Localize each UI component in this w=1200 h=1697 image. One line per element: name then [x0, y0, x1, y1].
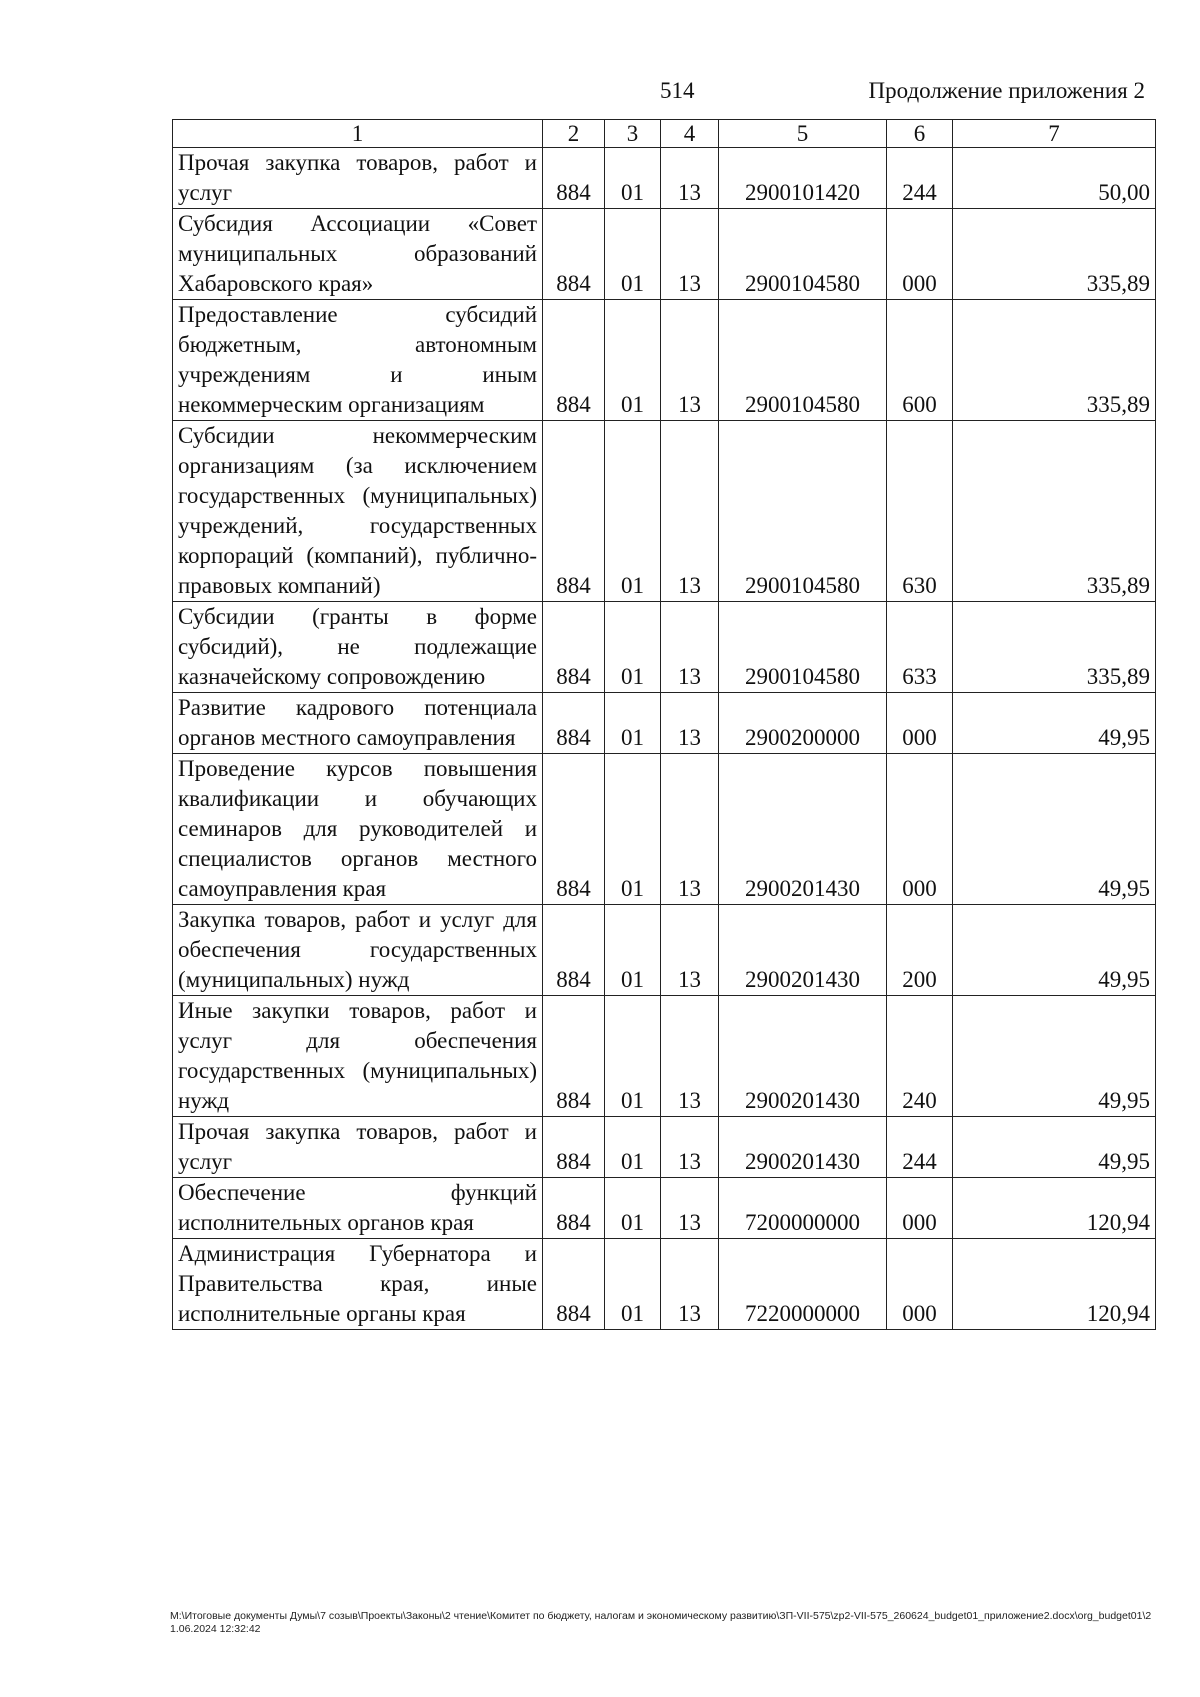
table-row: [173, 1178, 1156, 1239]
amount-cell: 49,95: [953, 693, 1156, 754]
expense-name-cell: Проведение курсов повышения квалификации и обучающих семинаров для руководителей и специалистов органов местного самоуправления края: [173, 754, 543, 905]
subsection-code-cell: 13: [661, 148, 719, 209]
subsection-code-cell: 13: [661, 300, 719, 421]
target-article-cell: 2900200000: [719, 693, 887, 754]
subsection-code-cell: 13: [661, 693, 719, 754]
appendix-continuation-label: Продолжение приложения 2: [868, 78, 1145, 103]
target-article-cell: 2900201430: [719, 996, 887, 1117]
ministry-code-cell: 884: [543, 1239, 605, 1330]
table-row: [173, 300, 1156, 421]
section-code-cell: 01: [605, 148, 661, 209]
table-row: [173, 602, 1156, 693]
target-article-cell: 2900201430: [719, 754, 887, 905]
table-row: [173, 209, 1156, 300]
subsection-code-cell: 13: [661, 209, 719, 300]
amount-cell: 49,95: [953, 996, 1156, 1117]
target-article-cell: 2900104580: [719, 602, 887, 693]
section-code-cell: 01: [605, 300, 661, 421]
expense-type-cell: 000: [887, 693, 953, 754]
target-article-cell: 2900101420: [719, 148, 887, 209]
amount-cell: 120,94: [953, 1239, 1156, 1330]
ministry-code-cell: 884: [543, 693, 605, 754]
table-row: [173, 754, 1156, 905]
expense-type-cell: 000: [887, 1178, 953, 1239]
expense-type-cell: 244: [887, 148, 953, 209]
subsection-code-cell: 13: [661, 1178, 719, 1239]
ministry-code-cell: 884: [543, 905, 605, 996]
expense-type-cell: 630: [887, 421, 953, 602]
target-article-cell: 7200000000: [719, 1178, 887, 1239]
ministry-code-cell: 884: [543, 754, 605, 905]
expense-type-cell: 240: [887, 996, 953, 1117]
column-header: 1: [173, 120, 543, 148]
target-article-cell: 2900104580: [719, 421, 887, 602]
section-code-cell: 01: [605, 1117, 661, 1178]
expense-name-cell: Администрация Губернатора и Правительства края, иные исполнительные органы края: [173, 1239, 543, 1330]
expense-name-cell: Субсидии (гранты в форме субсидий), не подлежащие казначейскому сопровождению: [173, 602, 543, 693]
section-code-cell: 01: [605, 602, 661, 693]
subsection-code-cell: 13: [661, 754, 719, 905]
amount-cell: 50,00: [953, 148, 1156, 209]
table-row: [173, 1117, 1156, 1178]
expense-type-cell: 600: [887, 300, 953, 421]
budget-table: [172, 119, 1156, 1330]
subsection-code-cell: 13: [661, 1239, 719, 1330]
amount-cell: 335,89: [953, 300, 1156, 421]
expense-type-cell: 000: [887, 209, 953, 300]
section-code-cell: 01: [605, 996, 661, 1117]
expense-name-cell: Иные закупки товаров, работ и услуг для обеспечения государственных (муниципальных) нужд: [173, 996, 543, 1117]
section-code-cell: 01: [605, 209, 661, 300]
subsection-code-cell: 13: [661, 905, 719, 996]
target-article-cell: 2900104580: [719, 209, 887, 300]
subsection-code-cell: 13: [661, 602, 719, 693]
expense-type-cell: 200: [887, 905, 953, 996]
target-article-cell: 7220000000: [719, 1239, 887, 1330]
column-header: 6: [887, 120, 953, 148]
amount-cell: 335,89: [953, 421, 1156, 602]
expense-name-cell: Развитие кадрового потенциала органов местного самоуправления: [173, 693, 543, 754]
target-article-cell: 2900104580: [719, 300, 887, 421]
expense-type-cell: 244: [887, 1117, 953, 1178]
section-code-cell: 01: [605, 1239, 661, 1330]
page-number: 514: [660, 78, 695, 103]
table-header-row: [173, 120, 1156, 148]
expense-type-cell: 000: [887, 754, 953, 905]
table-row: [173, 148, 1156, 209]
expense-name-cell: Прочая закупка товаров, работ и услуг: [173, 1117, 543, 1178]
column-header: 4: [661, 120, 719, 148]
target-article-cell: 2900201430: [719, 905, 887, 996]
target-article-cell: 2900201430: [719, 1117, 887, 1178]
expense-type-cell: 633: [887, 602, 953, 693]
column-header: 2: [543, 120, 605, 148]
section-code-cell: 01: [605, 421, 661, 602]
section-code-cell: 01: [605, 1178, 661, 1239]
amount-cell: 49,95: [953, 754, 1156, 905]
subsection-code-cell: 13: [661, 421, 719, 602]
expense-name-cell: Прочая закупка товаров, работ и услуг: [173, 148, 543, 209]
subsection-code-cell: 13: [661, 1117, 719, 1178]
expense-name-cell: Закупка товаров, работ и услуг для обеспечения государственных (муниципальных) нужд: [173, 905, 543, 996]
ministry-code-cell: 884: [543, 209, 605, 300]
column-header: 3: [605, 120, 661, 148]
ministry-code-cell: 884: [543, 148, 605, 209]
subsection-code-cell: 13: [661, 996, 719, 1117]
amount-cell: 335,89: [953, 602, 1156, 693]
table-row: [173, 996, 1156, 1117]
table-row: [173, 905, 1156, 996]
section-code-cell: 01: [605, 754, 661, 905]
ministry-code-cell: 884: [543, 1117, 605, 1178]
section-code-cell: 01: [605, 905, 661, 996]
column-header: 5: [719, 120, 887, 148]
ministry-code-cell: 884: [543, 300, 605, 421]
section-code-cell: 01: [605, 693, 661, 754]
column-header: 7: [953, 120, 1156, 148]
expense-name-cell: Предоставление субсидий бюджетным, автономным учреждениям и иным некоммерческим организациям: [173, 300, 543, 421]
amount-cell: 49,95: [953, 905, 1156, 996]
table-row: [173, 693, 1156, 754]
ministry-code-cell: 884: [543, 602, 605, 693]
document-path-footer: M:\Итоговые документы Думы\7 созыв\Проекты\Законы\2 чтение\Комитет по бюджету, налогам и экономическому развитию\ЗП-VII-575\zp2-VII-575_260624_budget01_приложение2.docx\org_budget01\21.06.2024 12:32:42: [170, 1610, 1152, 1635]
expense-name-cell: Субсидии некоммерческим организациям (за исключением государственных (муниципальных) учреждений, государственных корпораций (компаний), публично-правовых компаний): [173, 421, 543, 602]
ministry-code-cell: 884: [543, 421, 605, 602]
table-row: [173, 1239, 1156, 1330]
amount-cell: 49,95: [953, 1117, 1156, 1178]
expense-name-cell: Обеспечение функций исполнительных органов края: [173, 1178, 543, 1239]
amount-cell: 120,94: [953, 1178, 1156, 1239]
ministry-code-cell: 884: [543, 1178, 605, 1239]
table-row: [173, 421, 1156, 602]
expense-type-cell: 000: [887, 1239, 953, 1330]
amount-cell: 335,89: [953, 209, 1156, 300]
ministry-code-cell: 884: [543, 996, 605, 1117]
expense-name-cell: Субсидия Ассоциации «Совет муниципальных образований Хабаровского края»: [173, 209, 543, 300]
